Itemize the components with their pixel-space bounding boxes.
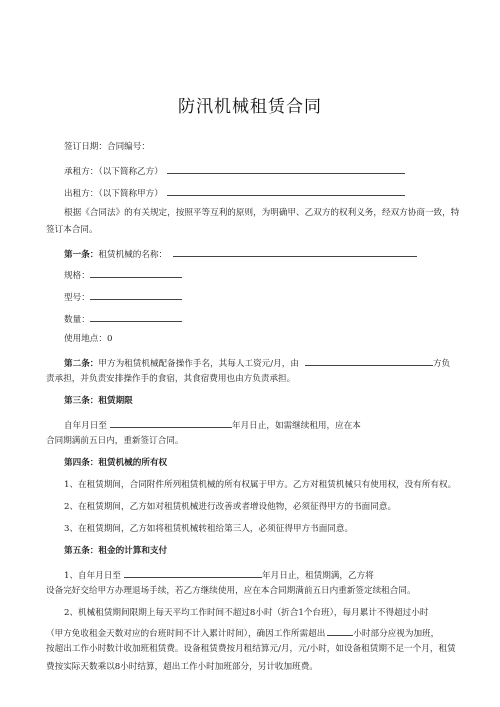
lessee-blank <box>167 164 405 174</box>
article-1-heading: 第一条： <box>64 250 99 260</box>
rent-period-blank <box>124 568 262 578</box>
lessor-label: 出租方：（以下简称甲方） <box>64 189 163 199</box>
overtime-hours-blank <box>327 626 353 636</box>
spec-blank <box>90 268 182 278</box>
sign-date-label: 签订日期：合同编号： <box>64 142 150 152</box>
spec-line <box>64 268 182 282</box>
model-line <box>64 290 182 304</box>
article-4-heading: 第四条：租赁机械的所有权 <box>64 458 168 468</box>
article-2-blank <box>305 356 433 366</box>
quantity-label: 数量： <box>64 315 90 325</box>
lessee-line <box>64 164 405 178</box>
model-label: 型号： <box>64 293 90 303</box>
article-4-item-1: 1、在租赁期间，合同附件所列租赁机械的所有权属于甲方。乙方对租赁机械只有使用权，没有所有权。 <box>64 480 457 490</box>
article-2-heading: 第二条： <box>64 359 99 369</box>
machine-name-blank <box>173 247 417 257</box>
article-5-item-2-line-2 <box>46 626 439 640</box>
location-line: 使用地点：0 <box>64 334 113 344</box>
article-2-line-2: 责承担，并负责安排操作手的食宿，其食宿费用也由方负责承担。 <box>46 374 296 384</box>
article-3-heading: 第三条：租赁期限 <box>64 396 133 406</box>
intro-line-1: 根据《合同法》的有关规定，按照平等互利的原则，为明确甲、乙双方的权利义务，经双方协商一致，特 <box>64 208 460 218</box>
article-2-text-a: 甲方为租赁机械配备操作手名，其每人工资元/月，由 <box>98 359 299 369</box>
article-2-line-1 <box>64 356 450 370</box>
article-5-item-2-line-4: 费按实际天数乘以8小时结算，超出工作小时加班部分，另计收加班费。 <box>46 662 318 672</box>
article-3-text-a: 自年月日至 <box>64 421 107 431</box>
model-blank <box>90 290 182 300</box>
sign-date-line <box>64 142 150 153</box>
article-5-text-b: 年月日止，租赁期满，乙方将 <box>262 571 374 581</box>
quantity-blank <box>90 312 182 322</box>
article-5-item-2-text-a: （甲方免收租金天数对应的台班时间不计入累计时间），确因工作所需超出 <box>46 629 326 639</box>
article-4-item-2: 2、在租赁期间，乙方如对租赁机械进行改善或者增设他物，必须征得甲方的书面同意。 <box>64 502 397 512</box>
lease-period-blank <box>110 418 232 428</box>
article-5-item-1-line-2: 设备完好交给甲方办理退场手续，若乙方继续使用，应在本合同期满前五日内重新签定续租合同。 <box>46 586 416 596</box>
article-1-text: 租赁机械的名称： <box>98 250 168 260</box>
article-5-heading: 第五条：租金的计算和支付 <box>64 546 168 556</box>
lessor-line <box>64 186 405 200</box>
quantity-line <box>64 312 182 326</box>
document-title: 防汛机械租赁合同 <box>178 97 322 117</box>
article-5-item-1-line-1 <box>64 568 374 582</box>
article-5-item-2-text-b: 小时部分应视为加班， <box>353 629 440 639</box>
article-3-text-b: 年月日止，如需继续租用，应在本 <box>231 421 361 431</box>
article-5-item-2-line-1: 2、机械租赁期间限期上每天平均工作时间不超过8小时（折合1个台班），每月累计不得超过小时 <box>64 608 429 618</box>
article-4-item-3: 3、在租赁期间，乙方如将租赁机械转租给第三人，必须征得甲方书面同意。 <box>64 524 354 534</box>
spec-label: 规格： <box>64 271 90 281</box>
article-3-line-2: 合同期满前五日内，重新签订合同。 <box>46 436 184 446</box>
article-3-line-1 <box>64 418 361 432</box>
article-1-line <box>64 247 417 261</box>
lessor-blank <box>167 186 405 196</box>
article-5-item-2-line-3: 按超出工作小时数计收加班租赁费。设备租赁费按月租结算元/月，元/小时，如设备租赁期不足一个月，租赁 <box>46 644 456 654</box>
intro-line-2: 签订本合同。 <box>46 225 98 235</box>
article-5-text-a: 1、自年月日至 <box>64 571 122 581</box>
lessee-label: 承租方：（以下简称乙方） <box>64 167 163 177</box>
article-2-text-b: 方负 <box>432 359 451 369</box>
